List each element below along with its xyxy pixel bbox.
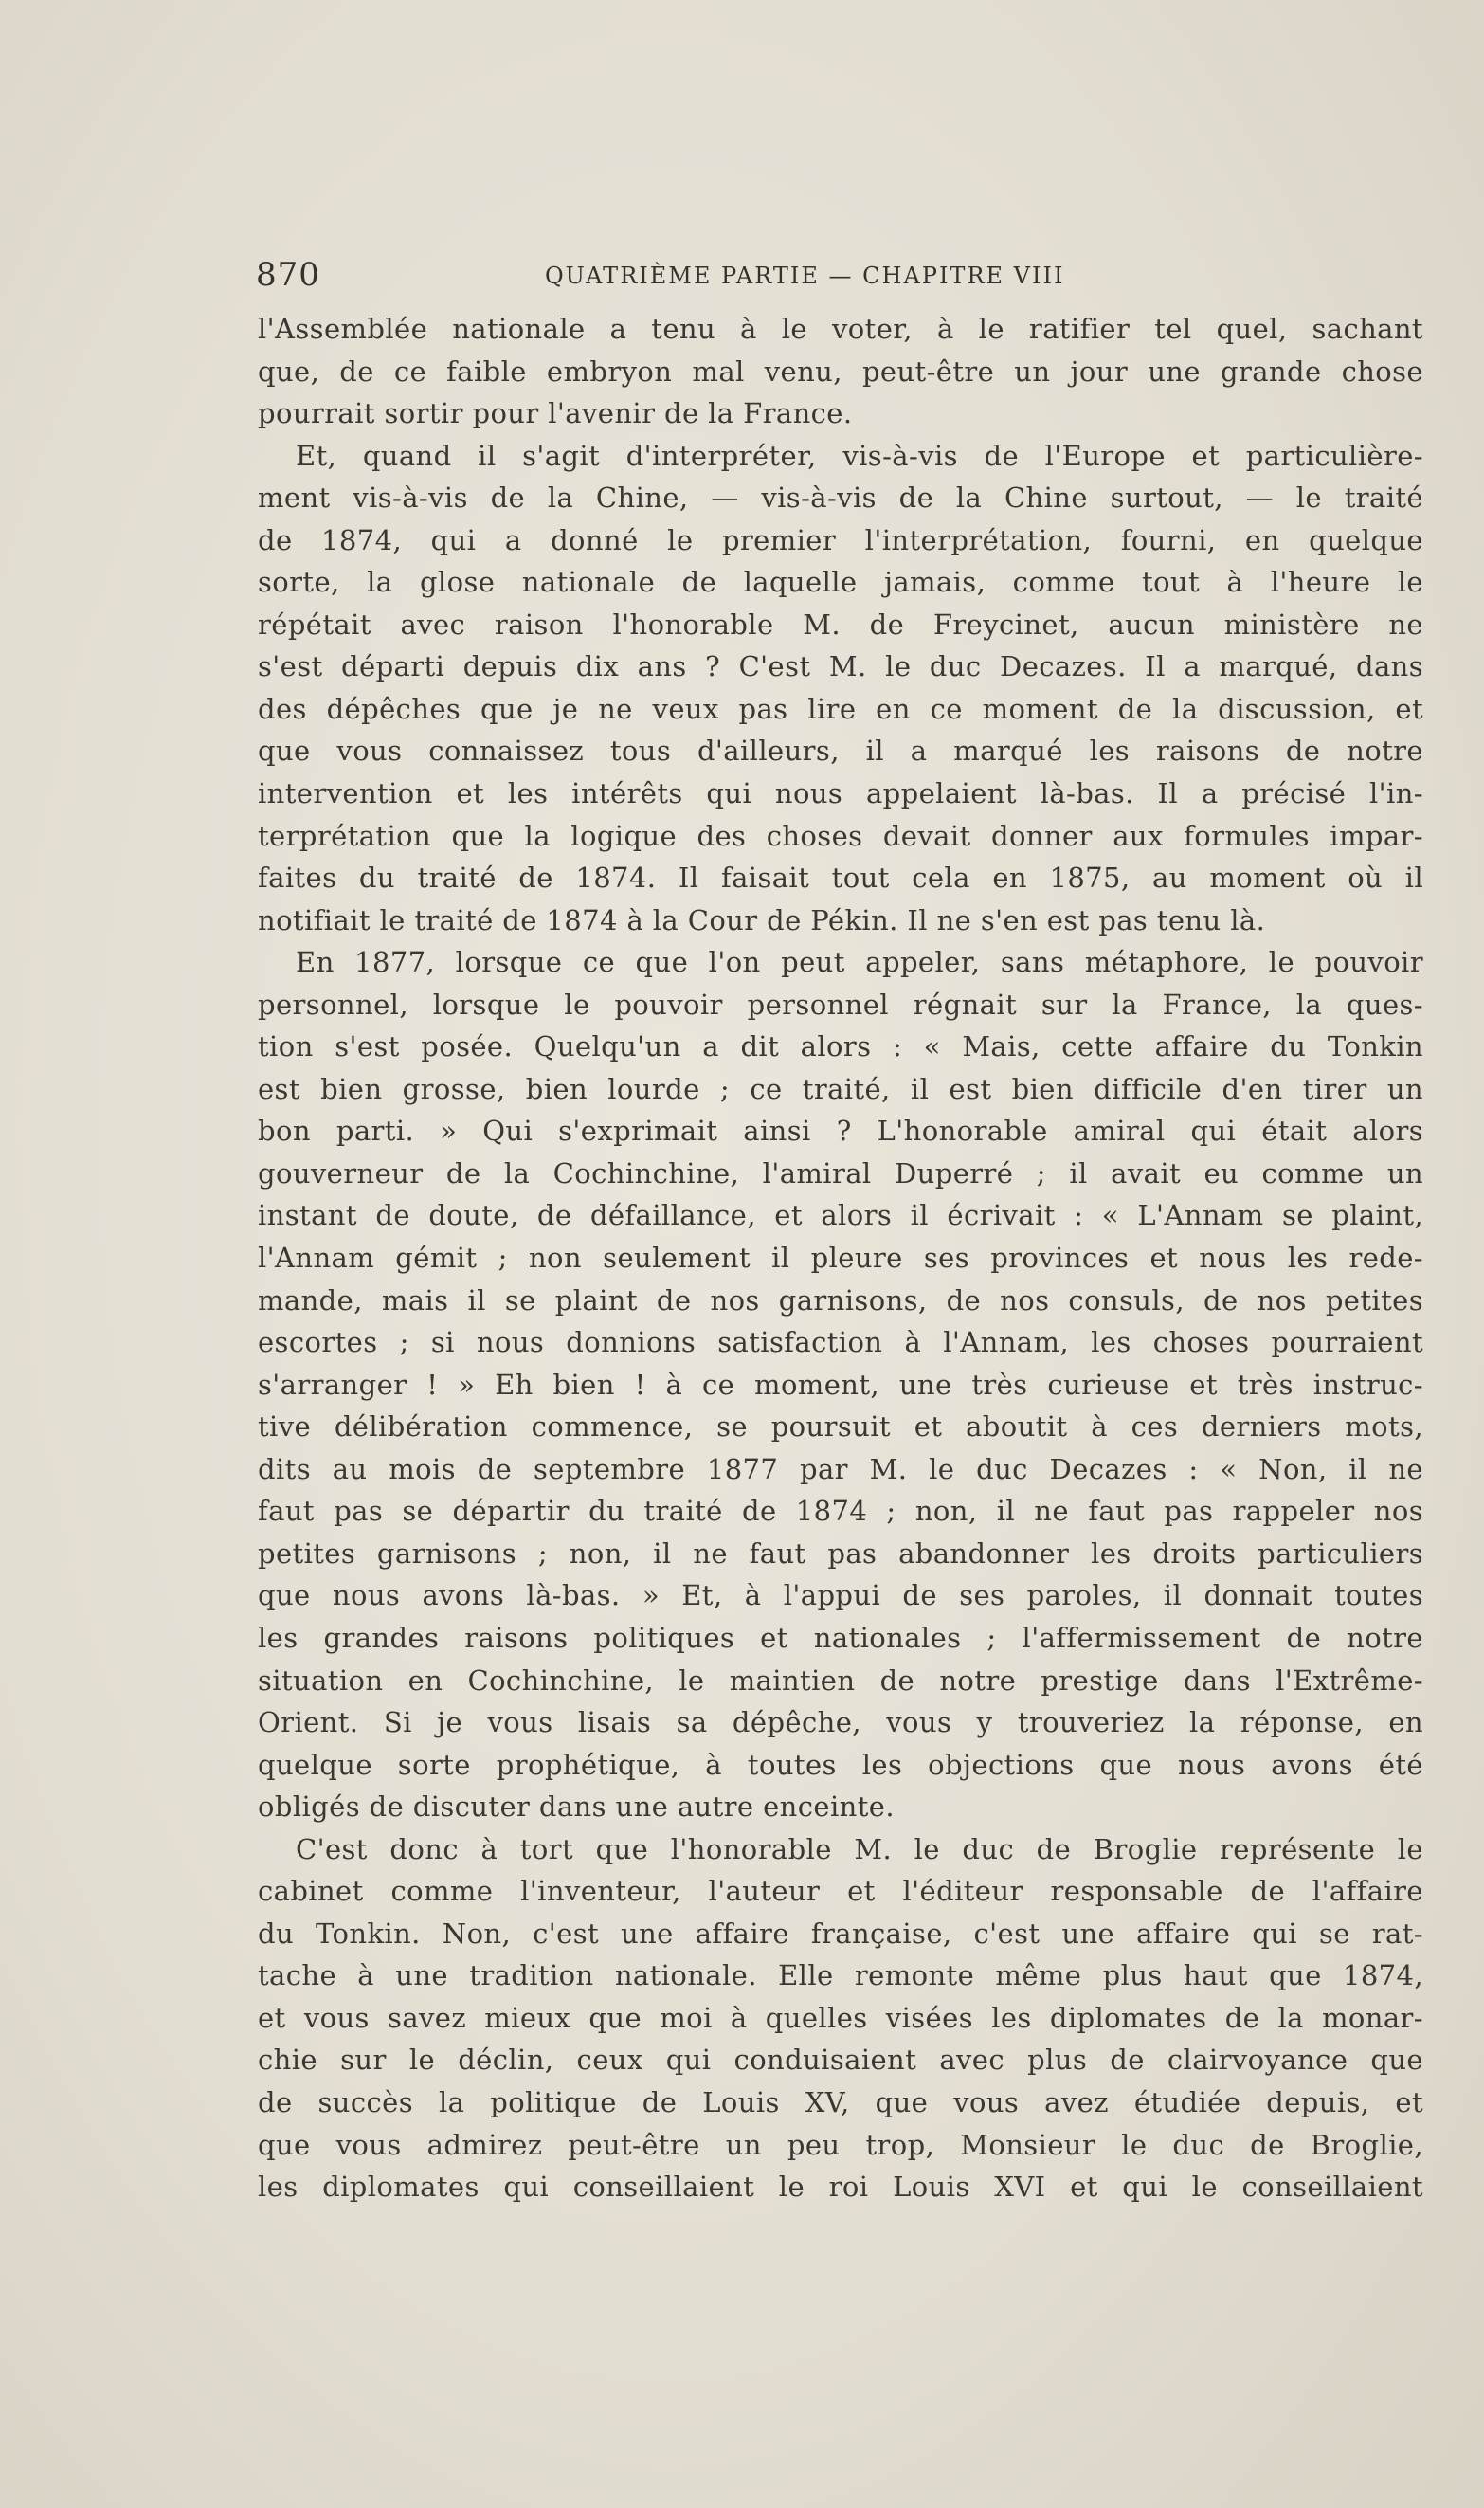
text-line: Orient. Si je vous lisais sa dépêche, vous y trouveriez la réponse, en <box>258 1706 1423 1739</box>
text-line: de 1874, qui a donné le premier l'interprétation, fourni, en quelque <box>258 523 1423 556</box>
text-line: du Tonkin. Non, c'est une affaire française, c'est une affaire qui se rat- <box>258 1917 1423 1950</box>
text-line: les diplomates qui conseillaient le roi Louis XVI et qui le conseillaient <box>258 2171 1423 2204</box>
text-line: sorte, la glose nationale de laquelle jamais, comme tout à l'heure le <box>258 566 1423 599</box>
text-line: des dépêches que je ne veux pas lire en ce moment de la discussion, et <box>258 692 1423 725</box>
text-line: dits au mois de septembre 1877 par M. le duc Decazes : « Non, il ne <box>258 1452 1423 1485</box>
text-line: situation en Cochinchine, le maintien de notre prestige dans l'Extrême- <box>258 1663 1423 1697</box>
text-line: bon parti. » Qui s'exprimait ainsi ? L'honorable amiral qui était alors <box>258 1115 1423 1148</box>
text-line: de succès la politique de Louis XV, que vous avez étudiée depuis, et <box>258 2085 1423 2118</box>
text-line: obligés de discuter dans une autre enceinte. <box>258 1790 895 1824</box>
text-line: répétait avec raison l'honorable M. de Freycinet, aucun ministère ne <box>258 608 1423 641</box>
text-line: faut pas se départir du traité de 1874 ; non, il ne faut pas rappeler nos <box>258 1495 1423 1528</box>
text-line: est bien grosse, bien lourde ; ce traité, il est bien difficile d'en tirer un <box>258 1072 1423 1105</box>
text-line: terprétation que la logique des choses devait donner aux formules impar- <box>258 819 1423 852</box>
text-line: ment vis-à-vis de la Chine, — vis-à-vis de la Chine surtout, — le traité <box>258 482 1423 515</box>
text-line: personnel, lorsque le pouvoir personnel régnait sur la France, la ques- <box>258 988 1423 1021</box>
text-line: les grandes raisons politiques et nationales ; l'affermissement de notre <box>258 1621 1423 1654</box>
text-line: chie sur le déclin, ceux qui conduisaient avec plus de clairvoyance que <box>258 2044 1423 2077</box>
text-line: intervention et les intérêts qui nous appelaient là-bas. Il a précisé l'in- <box>258 777 1423 810</box>
text-line: petites garnisons ; non, il ne faut pas abandonner les droits particuliers <box>258 1536 1423 1570</box>
text-line: escortes ; si nous donnions satisfaction à l'Annam, les choses pourraient <box>258 1326 1423 1359</box>
text-line: s'est départi depuis dix ans ? C'est M. le duc Decazes. Il a marqué, dans <box>258 650 1423 683</box>
body-text <box>258 308 1423 2208</box>
text-line: Et, quand il s'agit d'interpréter, vis-à-vis de l'Europe et particulière- <box>296 439 1423 472</box>
text-line: l'Annam gémit ; non seulement il pleure ses provinces et nous les rede- <box>258 1242 1423 1275</box>
text-line: En 1877, lorsque ce que l'on peut appeler, sans métaphore, le pouvoir <box>296 946 1423 979</box>
text-line: quelque sorte prophétique, à toutes les objections que nous avons été <box>258 1748 1423 1781</box>
text-line: pourrait sortir pour l'avenir de la France. <box>258 397 853 430</box>
text-line: que nous avons là-bas. » Et, à l'appui de ses paroles, il donnait toutes <box>258 1579 1423 1612</box>
text-line: que, de ce faible embryon mal venu, peut-être un jour une grande chose <box>258 354 1423 388</box>
text-line: instant de doute, de défaillance, et alors il écrivait : « L'Annam se plaint, <box>258 1199 1423 1232</box>
text-line: l'Assemblée nationale a tenu à le voter, à le ratifier tel quel, sachant <box>258 313 1423 345</box>
text-line: tive délibération commence, se poursuit et aboutit à ces derniers mots, <box>258 1410 1423 1444</box>
text-line: que vous connaissez tous d'ailleurs, il a marqué les raisons de notre <box>258 735 1423 768</box>
running-title: QUATRIÈME PARTIE — CHAPITRE VIII <box>545 263 1065 289</box>
page-number: 870 <box>256 256 320 294</box>
text-line: que vous admirez peut-être un peu trop, Monsieur le duc de Broglie, <box>258 2128 1423 2161</box>
text-line: mande, mais il se plaint de nos garnisons, de nos consuls, de nos petites <box>258 1283 1423 1317</box>
text-line: tion s'est posée. Quelqu'un a dit alors : « Mais, cette affaire du Tonkin <box>258 1030 1423 1063</box>
text-line: faites du traité de 1874. Il faisait tout cela en 1875, au moment où il <box>258 862 1423 895</box>
text-line: notifiait le traité de 1874 à la Cour de Pékin. Il ne s'en est pas tenu là. <box>258 903 1266 936</box>
text-line: et vous savez mieux que moi à quelles visées les diplomates de la monar- <box>258 2001 1423 2034</box>
text-line: C'est donc à tort que l'honorable M. le duc de Broglie représente le <box>296 1832 1423 1865</box>
page-header <box>256 256 1431 298</box>
text-line: s'arranger ! » Eh bien ! à ce moment, une très curieuse et très instruc- <box>258 1368 1423 1401</box>
text-line: tache à une tradition nationale. Elle remonte même plus haut que 1874, <box>258 1959 1423 1992</box>
text-line: cabinet comme l'inventeur, l'auteur et l'éditeur responsable de l'affaire <box>258 1875 1423 1908</box>
text-line: gouverneur de la Cochinchine, l'amiral Duperré ; il avait eu comme un <box>258 1156 1423 1190</box>
